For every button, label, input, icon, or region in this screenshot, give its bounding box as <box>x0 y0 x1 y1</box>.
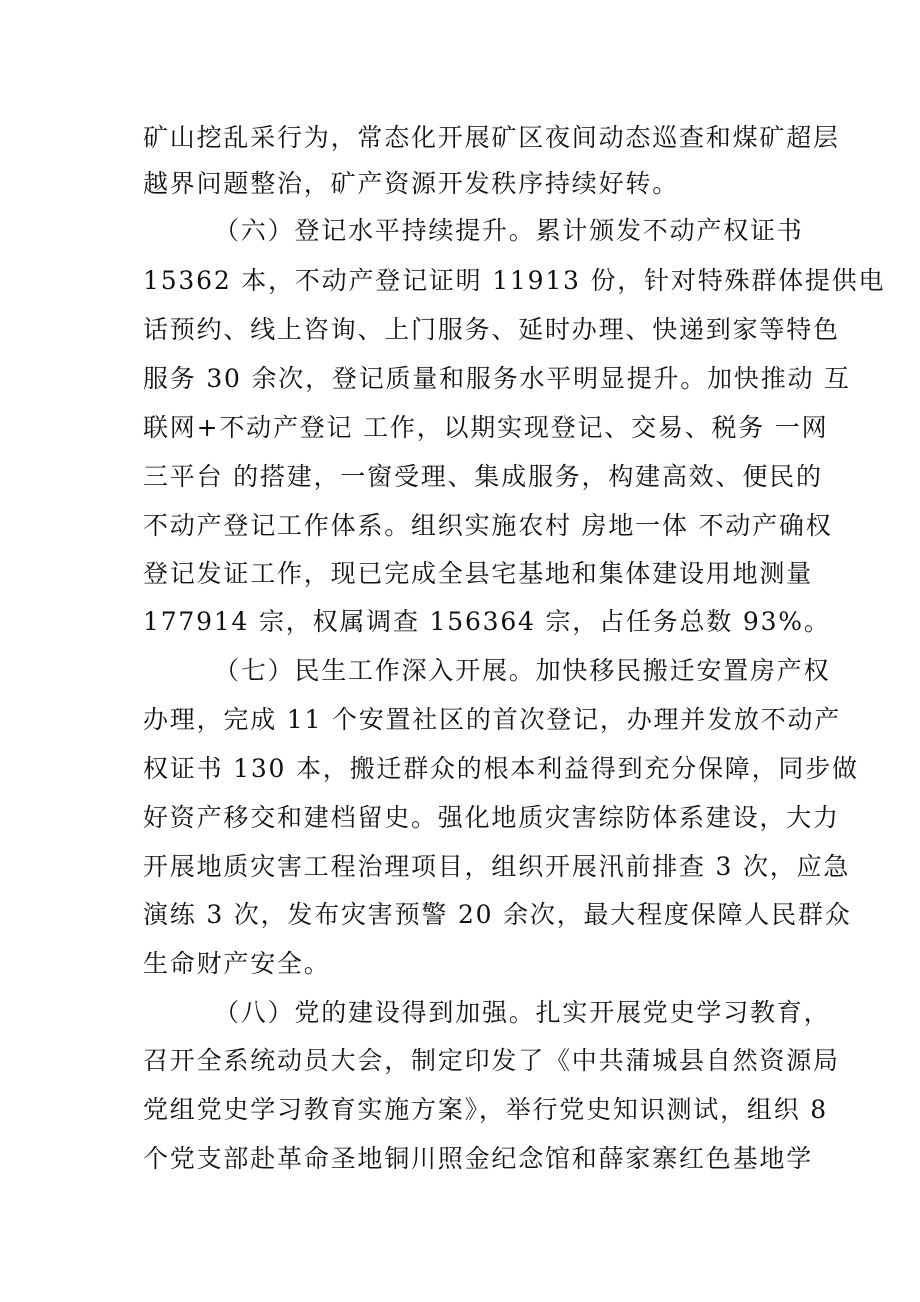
paragraph-line: 召开全系统动员大会，制定印发了《中共蒲城县自然资源局 <box>143 1046 840 1075</box>
paragraph-line: 15362 本，不动产登记证明 11913 份，针对特殊群体提供电 <box>143 266 886 295</box>
paragraph-line: 越界问题整治，矿产资源开发秩序持续好转。 <box>143 169 680 198</box>
paragraph-line: 不动产登记工作体系。组织实施农村 房地一体 不动产确权 <box>143 511 833 540</box>
section-heading-line: （六）登记水平持续提升。累计颁发不动产权证书 <box>214 216 804 245</box>
paragraph-line: 177914 宗，权属调查 156364 宗，占任务总数 93%。 <box>143 607 831 636</box>
paragraph-line: 矿山挖乱采行为，常态化开展矿区夜间动态巡查和煤矿超层 <box>143 123 840 152</box>
paragraph-line: 三平台 的搭建，一窗受理、集成服务，构建高效、便民的 <box>143 462 823 491</box>
paragraph-line: 权证书 130 本，搬迁群众的根本利益得到充分保障，同步做 <box>143 754 859 783</box>
section-heading-line: （七）民生工作深入开展。加快移民搬迁安置房产权 <box>214 656 831 685</box>
paragraph-line: 生命财产安全。 <box>143 949 331 978</box>
paragraph-line: 好资产移交和建档留史。强化地质灾害综防体系建设，大力 <box>143 803 840 832</box>
paragraph-line: 党组党史学习教育实施方案》，举行党史知识测试，组织 8 <box>143 1095 828 1124</box>
paragraph-line: 话预约、线上咨询、上门服务、延时办理、快递到家等特色 <box>143 315 840 344</box>
paragraph-line: 演练 3 次，发布灾害预警 20 余次，最大程度保障人民群众 <box>143 900 852 929</box>
paragraph-line: 服务 30 余次，登记质量和服务水平明显提升。加快推动 互 <box>143 364 851 393</box>
paragraph-line: 个党支部赴革命圣地铜川照金纪念馆和薛家寨红色基地学 <box>143 1144 814 1173</box>
section-heading-line: （八）党的建设得到加强。扎实开展党史学习教育， <box>214 998 831 1027</box>
paragraph-line: 开展地质灾害工程治理项目，组织开展汛前排查 3 次，应急 <box>143 852 851 881</box>
paragraph-line: 联网+不动产登记 工作，以期实现登记、交易、税务 一网 <box>143 413 829 442</box>
paragraph-line: 办理，完成 11 个安置社区的首次登记，办理并发放不动产 <box>143 705 842 734</box>
paragraph-line: 登记发证工作，现已完成全县宅基地和集体建设用地测量 <box>143 559 814 588</box>
